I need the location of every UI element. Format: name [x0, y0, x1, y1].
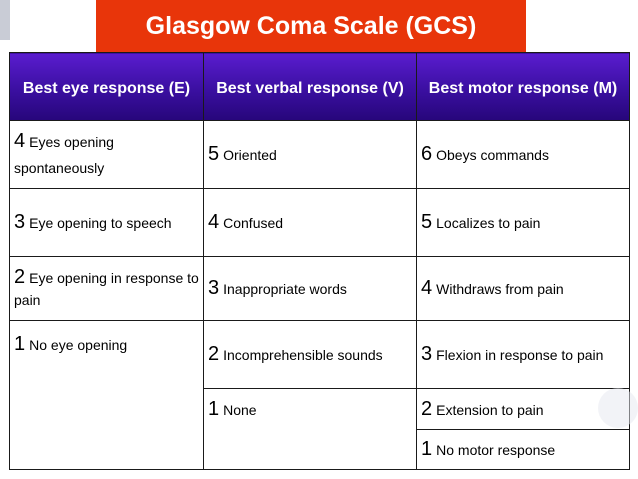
score-number: 4: [421, 277, 433, 299]
score-number: 2: [421, 397, 433, 420]
score-number: 5: [208, 143, 220, 165]
score-number: 4: [208, 211, 220, 233]
score-number: 1: [421, 438, 433, 460]
verbal-cell: [204, 189, 417, 257]
motor-cell: [417, 430, 630, 470]
score-number: 1: [208, 398, 220, 420]
score-description: None: [223, 402, 257, 418]
header-eye: Best eye response (E): [10, 53, 204, 121]
score-description: Incomprehensible sounds: [223, 347, 383, 363]
score-description: Obeys commands: [436, 147, 549, 163]
eye-cell: [10, 189, 204, 257]
table-row: [10, 321, 630, 389]
motor-cell: [417, 257, 630, 321]
verbal-cell: [204, 321, 417, 389]
verbal-cell: [204, 121, 417, 189]
score-number: 6: [421, 143, 433, 165]
score-number: 1: [14, 333, 26, 355]
score-number: 3: [421, 343, 433, 365]
score-description: Flexion in response to pain: [436, 347, 604, 363]
eye-cell: [10, 321, 204, 470]
slide-edge-decoration: [0, 0, 10, 40]
table-row: [10, 257, 630, 321]
score-description: Localizes to pain: [436, 215, 541, 231]
gcs-table: [9, 52, 630, 470]
score-number: 3: [208, 277, 220, 299]
score-number: 3: [14, 211, 26, 233]
score-number: 2: [208, 343, 220, 365]
score-description: Oriented: [223, 147, 277, 163]
score-description: No eye opening: [29, 337, 128, 353]
slide-corner-decoration: [598, 388, 638, 428]
header-row: [10, 53, 630, 121]
score-description: Eye opening to speech: [29, 215, 172, 231]
score-description: Extension to pain: [436, 401, 544, 418]
score-description: Withdraws from pain: [436, 281, 564, 297]
table-row: [10, 121, 630, 189]
verbal-cell: [204, 257, 417, 321]
motor-cell: [417, 121, 630, 189]
score-number: 5: [421, 211, 433, 233]
score-description: Eye opening in response to pain: [14, 270, 199, 308]
eye-cell: [10, 121, 204, 189]
score-description: Eyes opening spontaneously: [14, 134, 114, 176]
score-description: No motor response: [436, 442, 556, 458]
motor-cell: [417, 189, 630, 257]
score-description: Confused: [223, 215, 284, 231]
slide-title: [96, 0, 526, 52]
slide-title-text: Glasgow Coma Scale (GCS): [145, 11, 477, 40]
table-row: [10, 189, 630, 257]
score-number: 4: [14, 130, 26, 152]
header-motor: Best motor response (M): [417, 53, 630, 121]
score-number: 2: [14, 266, 26, 288]
verbal-cell: [204, 389, 417, 470]
score-description: Inappropriate words: [223, 281, 347, 297]
header-verbal: Best verbal response (V): [204, 53, 417, 121]
motor-cell: [417, 321, 630, 389]
eye-cell: [10, 257, 204, 321]
